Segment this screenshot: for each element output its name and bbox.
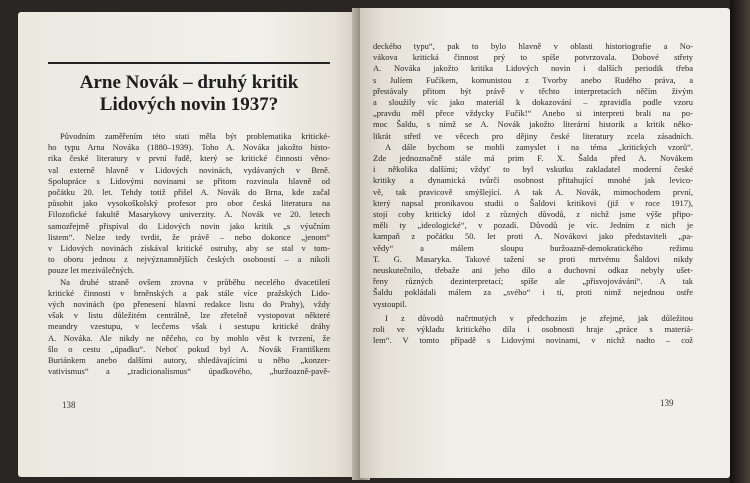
text-line: Zde jednoznačně stále má prim F. X. Šalda před A. Novákem: [373, 153, 693, 164]
text-line: a sloužily víc jako materiál k dokazování – zpravidla podle vzoru: [373, 97, 693, 108]
text-line: A. Nováka. Ale nikdy ne něčeho, co by mohlo věst k tvrzení, že: [48, 332, 330, 343]
text-line: samozřejmě přispíval do Lidových novin jako kritik „s výučním: [48, 220, 330, 231]
text-line: vědy“ a málem sloupu buržoazně-demokratického režimu: [373, 242, 693, 253]
text-line: Filozofické fakultě Masarykovy univerzity. A. Novák ve 20. letech: [48, 209, 330, 220]
text-line: stojí coby kritický idol z různých důvodů, z nichž jsme výše připo-: [373, 209, 693, 220]
left-page-number: 138: [62, 400, 76, 410]
text-line: Šaldu pokládali málem za „svého“ i ti, proti nimž nejednou ostře: [373, 287, 693, 298]
text-line: kritiky a dynamická tvůrčí osobnost přitahující mnohé jak levico-: [373, 175, 693, 186]
text-line: val externě hlavně v Lidových novinách, vydávaných v Brně.: [48, 164, 330, 175]
paragraph: [373, 313, 693, 347]
text-line: to oboru jednou z nejvýznamnějších českých osobností – a nikoli: [48, 254, 330, 265]
text-line: roli ve výkladu kritického díla i osobnosti hraje „práce s materiá-: [373, 324, 693, 335]
paragraph: [48, 277, 330, 378]
text-line: likrát střetl ve věcech pro dějiny české literatury zcela zásadních.: [373, 130, 693, 141]
text-line: působit jako vysokoškolský profesor pro obor česká literatura na: [48, 198, 330, 209]
text-line: vě, tak pravicově smýšlející. A tak A. Novák, mimochodem první,: [373, 186, 693, 197]
text-line: I z důvodů načrtnutých v předchozím je zřejmé, jak důležitou: [385, 312, 693, 323]
text-line: deckého typu“, pak to bylo hlavně v oblasti historiografie a No-: [373, 41, 693, 51]
text-line: měli ty „ideologické“, v pozadí. Důvodů je víc. Jedním z nich je: [373, 220, 693, 231]
text-line: moc Šaldu, s nímž se A. Novák jakožto literární historik a kritik něko-: [373, 119, 693, 130]
paragraph: [48, 131, 330, 277]
text-line: Buriánkem anebo dalšími autory, shledávajícími u něho „konzer-: [48, 355, 330, 366]
text-line: který napsal pronikavou studii o Šaldovi kritikovi (již v roce 1917),: [373, 197, 693, 208]
text-line: řeny různých dezinterpretací; spíše ale „přisvojovávání“. A tak: [373, 276, 693, 287]
text-line: rika české literatury v první řadě, který se kritické činnosti věno-: [48, 153, 330, 164]
text-line: i několika dalšími; vždyť to byl vskutku zakladatel moderní české: [373, 164, 693, 175]
text-line: pouze let meziválečných.: [48, 265, 135, 276]
text-line: přestávaly přitom být právě v těchto interpretacích něčím živým: [373, 85, 693, 96]
text-line: A. Nováka jakožto kritika Lidových novin i dalších periodik třeba: [373, 63, 693, 74]
text-line: však v listu důležitém centrálně, lze zřetelně vystopovat některé: [48, 310, 330, 321]
left-body-text: [48, 131, 330, 377]
chapter-title-line: Lidových novin 1937?: [99, 94, 279, 115]
text-line: kritické činnosti v brněnských a pak stále více pražských Lido-: [48, 287, 330, 298]
chapter-title: [48, 72, 330, 116]
text-line: vativismus“ a „tradicionalismus“ úpadkového, „buržoazně-pavě-: [48, 366, 330, 377]
text-line: počátku 20. let. Tehdy totiž přišel A. Novák do Brna, kde začal: [48, 187, 330, 198]
text-line: vystoupil.: [373, 298, 407, 309]
text-line: listem“. Nelze tedy tvrdit, že právě – nebo dokonce „jenom“: [48, 231, 330, 242]
text-line: šlo o cestu „úpadku“. Neboť pokud byl A. Novák Františkem: [48, 343, 330, 354]
background-edge: [730, 0, 750, 483]
right-body-text: [373, 41, 693, 346]
text-line: Spolupráce s Lidovými novinami se přitom rozvinula hlavně od: [48, 175, 330, 186]
text-line: A dále bychom se mohli zamyslet i na téma „kritických vzorů“.: [385, 141, 693, 152]
text-line: Na druhé straně ovšem zrovna v průběhu necelého dvacetiletí: [60, 276, 330, 287]
text-line: lem“. V tomto případě s Lidovými novinami, v nichž nadto – což: [373, 335, 693, 346]
text-line: vákova kritická činnost prý to spíše potvrzovala. Dobové střety: [373, 52, 693, 63]
paragraph: [373, 41, 693, 142]
text-line: ho typu Arna Nováka (1880–1939). Toho A. Nováka jakožto histo-: [48, 142, 330, 153]
paragraph: [373, 142, 693, 310]
text-line: s Julíem Fučíkem, komunistou z Tvorby anebo Rudého práva, a: [373, 74, 693, 85]
text-line: vých novinách (po přenesení hlavní redakce listu do Prahy), vždy: [48, 299, 330, 310]
right-page-number: 139: [660, 398, 674, 408]
title-rule: [48, 62, 330, 64]
text-line: Původním zaměřením této stati měla být problematika kritické-: [60, 131, 330, 141]
text-line: neuskutečnilo, třebaže ani jeho dílo a duchovní odkaz nebyly ušet-: [373, 265, 693, 276]
text-line: T. G. Masaryka. Takové tažení se proti mrtvému Šaldovi nikdy: [373, 253, 693, 264]
text-line: meandry vzestupu, v lecčems však i sestupu kritické dráhy: [48, 321, 330, 332]
chapter-title-line: Arne Novák – druhý kritik: [79, 72, 299, 93]
text-line: v Lidových novinách získával kritické ostruhy, aby se stal v tom-: [48, 243, 330, 254]
text-line: kampaň z počátku 50. let proti A. Novákovi jako představiteli „pa-: [373, 231, 693, 242]
text-line: „pravdu měl přece vždycky Fučík!“ Anebo si interpreti brali na po-: [373, 108, 693, 119]
